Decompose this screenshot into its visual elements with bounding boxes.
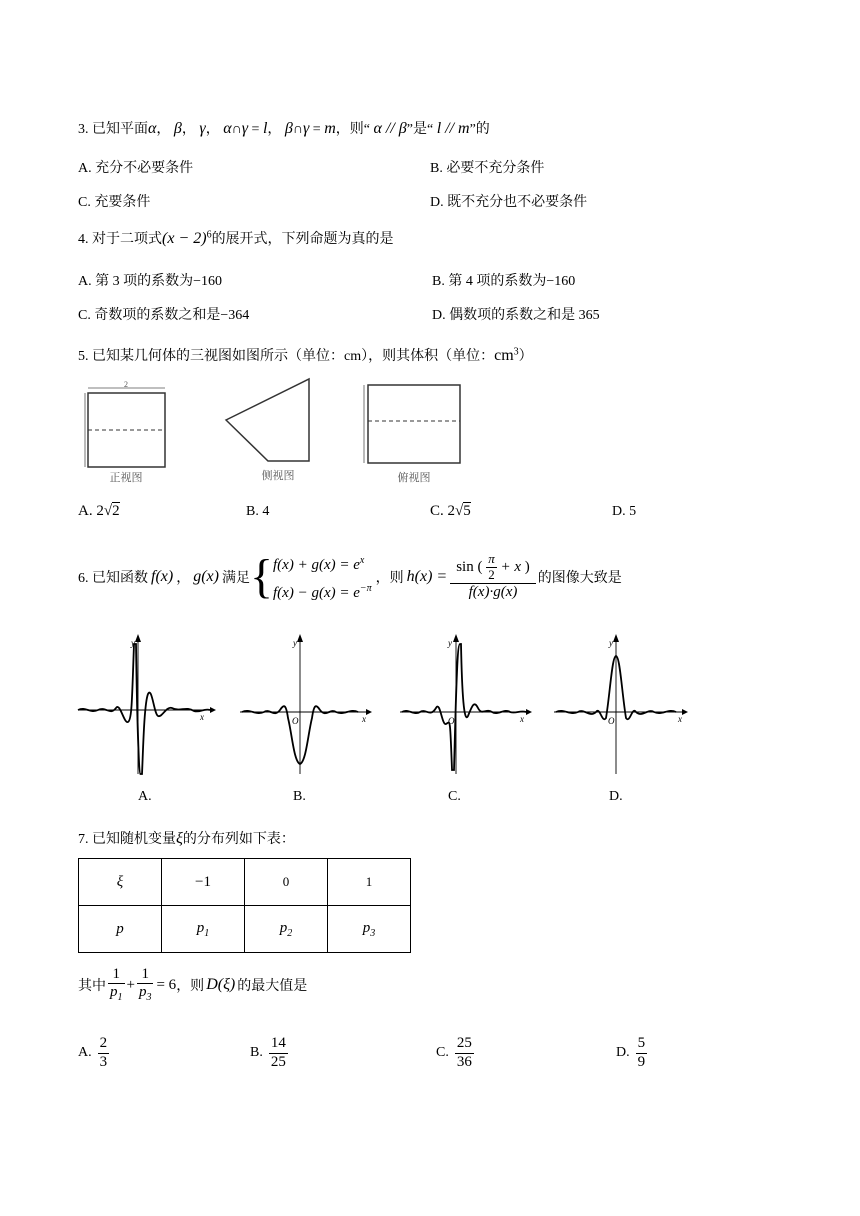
svg-text:O: O xyxy=(608,716,615,726)
table-cell: −1 xyxy=(162,859,245,906)
q7-stem: 7. 已知随机变量ξ的分布列如下表： xyxy=(78,830,295,847)
sqrt-sign: √ xyxy=(103,503,113,519)
table-cell: $p_1$ xyxy=(162,906,245,953)
graph-a[interactable] xyxy=(76,634,216,776)
q3-option-a[interactable]: A. 充分不必要条件 xyxy=(78,161,194,176)
svg-text:O: O xyxy=(292,716,299,726)
front-view xyxy=(85,380,165,467)
q3-option-b[interactable]: B. 必要不充分条件 xyxy=(430,161,545,176)
q3-stem: 3. 已知平面α， β， γ， α∩γ = l， β∩γ = m，则“ α // β”是“ l // m”的 xyxy=(78,120,490,137)
q5-option-a[interactable]: A. 2√2 xyxy=(78,503,120,519)
q7-option-d[interactable]: D. $\frac{5}{9}$ xyxy=(616,1035,646,1070)
q4-option-c[interactable]: C. 奇数项的系数之和是−364 xyxy=(78,308,250,323)
top-view-label: 俯视图 xyxy=(397,472,431,484)
svg-text:y: y xyxy=(609,638,613,648)
table-cell: $p_3$ xyxy=(328,906,411,953)
table-row xyxy=(79,906,411,953)
three-views-figure xyxy=(78,375,468,485)
q5-stem: 5. 已知某几何体的三视图如图所示（单位：cm），则其体积（单位：$cm^3$） xyxy=(78,346,533,364)
side-view xyxy=(226,379,309,461)
svg-text:y: y xyxy=(293,638,297,648)
q4-option-d[interactable]: D. 偶数项的系数之和是 365 xyxy=(432,308,600,323)
distribution-table xyxy=(78,858,411,953)
q4-stem: 4. 对于二项式$(x - 2)^6$的展开式，下列命题为真的是 xyxy=(78,229,394,247)
table-cell: $p_2$ xyxy=(245,906,328,953)
system-brace: { xyxy=(249,550,274,603)
graph-b-label[interactable]: B. xyxy=(293,789,306,804)
front-view-label: 正视图 xyxy=(109,472,143,484)
graph-c[interactable] xyxy=(398,634,538,776)
top-view xyxy=(364,385,460,463)
q6-stem: 6. 已知函数 f(x) ， g(x) 满足 { $f(x) + g(x) = e^x$ $f(x) - g(x) = e^{-\pi}$ ，则 h(x) = sin ( $\frac{\pi}{2}$ + x ) f(x)·g(x) 的图像大致是 xyxy=(78,550,622,603)
q5-option-d[interactable]: D. 5 xyxy=(612,504,637,519)
q7-option-b[interactable]: B. $\frac{14}{25}$ xyxy=(250,1035,286,1070)
graph-a-label[interactable]: A. xyxy=(138,789,152,804)
table-row xyxy=(79,859,411,906)
table-cell: p xyxy=(79,906,162,953)
svg-text:y: y xyxy=(131,638,135,648)
graph-d-label[interactable]: D. xyxy=(609,789,623,804)
q7-condition: 其中 $\frac{1}{p_1}$ + $\frac{1}{p_3}$ = 6 ，则 D(ξ) 的最大值是 xyxy=(78,966,308,1004)
q4-option-a[interactable]: A. 第 3 项的系数为−160 xyxy=(78,274,223,289)
front-dim-label: 2 xyxy=(124,380,128,389)
q4-option-b[interactable]: B. 第 4 项的系数为−160 xyxy=(432,274,576,289)
q5-option-c[interactable]: C. 2√5 xyxy=(430,503,471,519)
graph-d[interactable] xyxy=(552,634,692,776)
sqrt-sign: √ xyxy=(455,503,464,519)
side-view-label: 侧视图 xyxy=(261,470,295,482)
svg-text:y: y xyxy=(448,638,452,648)
graph-c-label[interactable]: C. xyxy=(448,789,461,804)
svg-text:x: x xyxy=(200,712,204,722)
table-cell: ξ xyxy=(79,859,162,906)
svg-text:x: x xyxy=(678,714,682,724)
q3-prefix: 3. 已知平面 xyxy=(78,122,148,137)
svg-text:x: x xyxy=(362,714,366,724)
graph-b[interactable] xyxy=(238,634,378,776)
h-fraction: sin ( $\frac{\pi}{2}$ + x ) f(x)·g(x) xyxy=(450,552,536,601)
svg-text:x: x xyxy=(520,714,524,724)
q7-option-c[interactable]: C. $\frac{25}{36}$ xyxy=(436,1035,472,1070)
q7-option-a[interactable]: A. $\frac{2}{3}$ xyxy=(78,1035,108,1070)
q5-option-b[interactable]: B. 4 xyxy=(246,504,270,519)
table-cell: 0 xyxy=(245,859,328,906)
q3-option-d[interactable]: D. 既不充分也不必要条件 xyxy=(430,195,588,210)
table-cell: 1 xyxy=(328,859,411,906)
q3-option-c[interactable]: C. 充要条件 xyxy=(78,195,151,210)
svg-text:O: O xyxy=(448,716,455,726)
